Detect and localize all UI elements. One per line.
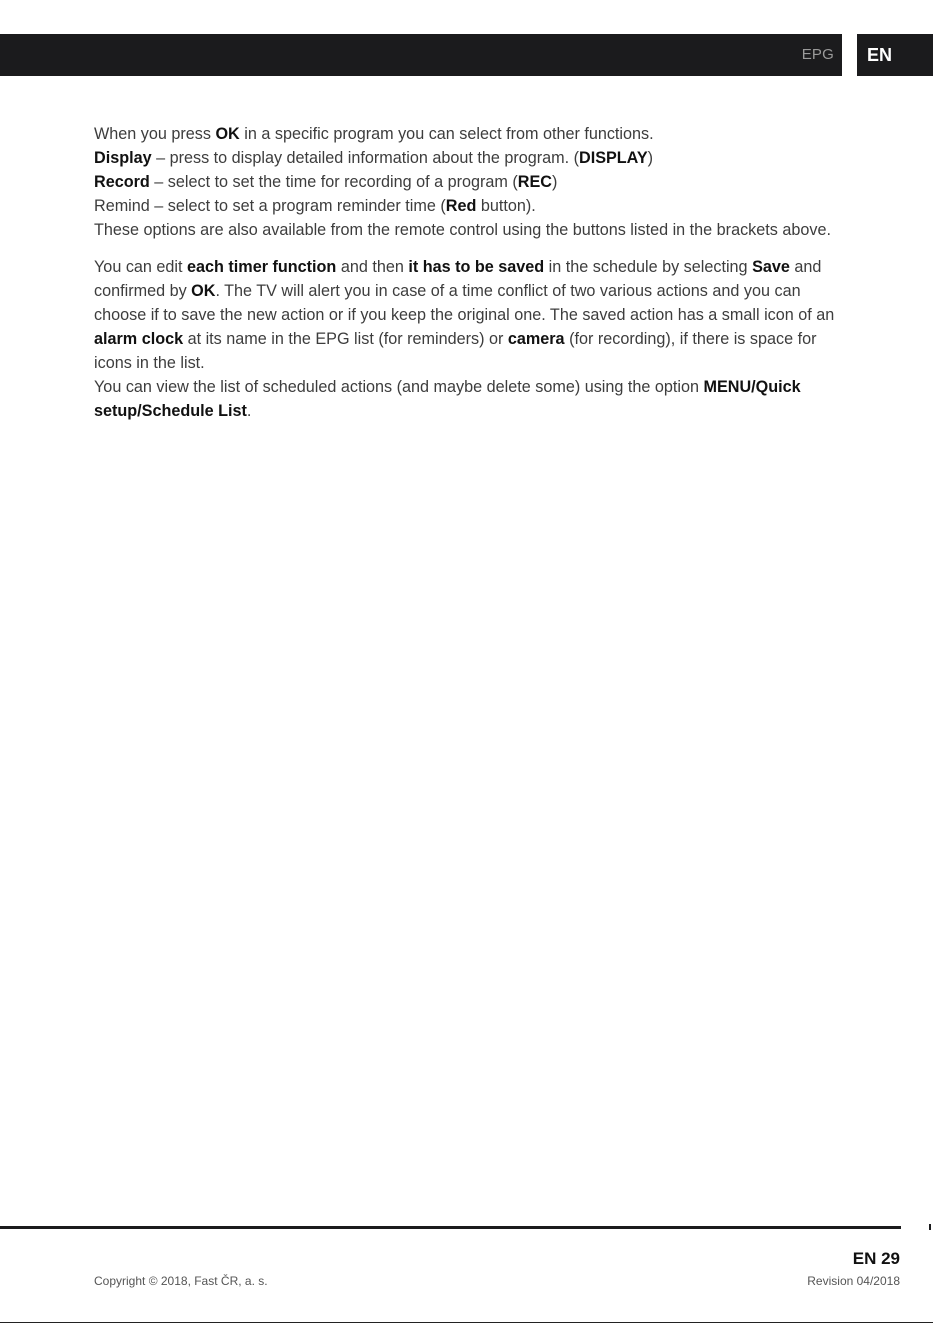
paragraph-timer-edit [94, 255, 844, 375]
bold-term: camera [507, 330, 565, 348]
bold-term: REC [517, 173, 552, 191]
bold-term: OK [215, 125, 240, 143]
text-run: You can view the list of scheduled actions (and maybe delete some) using the option [94, 378, 704, 396]
text-run: and confirmed by [94, 258, 822, 300]
bold-term: OK [191, 282, 216, 300]
text-run: You can edit [94, 258, 188, 276]
text-run: button). [476, 197, 536, 215]
bold-term: DISPLAY [579, 149, 648, 167]
bold-term: it has to be saved [408, 258, 545, 276]
page-bottom-line [0, 1322, 933, 1323]
paragraph-options-note [94, 218, 844, 242]
text-run: in a specific program you can select from other functions. [239, 125, 654, 143]
text-run: ) [551, 173, 558, 191]
text-run: in the schedule by selecting [544, 258, 753, 276]
text-run: These options are also available from the remote control using the buttons listed in the brackets above. [94, 221, 831, 239]
text-run: When you press [94, 125, 216, 143]
text-run: at its name in the EPG list (for reminders) or [183, 330, 508, 348]
text-run: (for recording), if there is space for icons in the list. [94, 330, 817, 372]
text-run: Remind – select to set a program reminder time ( [94, 197, 446, 215]
paragraph-display [94, 146, 844, 170]
header-bar [0, 34, 842, 76]
paragraph-remind [94, 194, 844, 218]
menu-path: MENU/Quick setup/Schedule List [94, 378, 801, 420]
language-badge: EN [857, 34, 933, 76]
bold-term: Display [94, 149, 152, 167]
main-content [94, 122, 844, 423]
page-number: EN 29 [852, 1249, 900, 1268]
bold-term: alarm clock [94, 330, 184, 348]
text-run: . [246, 402, 252, 420]
text-run: . The TV will alert you in case of a time conflict of two various actions and you can choose if to save the new action or if you keep the original one. The saved action has a small icon of an [94, 282, 835, 324]
section-title: EPG [801, 46, 834, 63]
text-run: ) [647, 149, 654, 167]
paragraph-ok-intro [94, 122, 844, 146]
revision-label: Revision 04/2018 [807, 1274, 900, 1288]
paragraph-schedule-list [94, 375, 844, 423]
bold-term: Red [445, 197, 477, 215]
footer-divider [0, 1226, 901, 1229]
bold-term: each timer function [187, 258, 337, 276]
bold-term: Save [752, 258, 790, 276]
copyright-notice: Copyright © 2018, Fast ČR, a. s. [94, 1274, 268, 1288]
text-run: and then [336, 258, 409, 276]
text-run: – press to display detailed information about the program. ( [151, 149, 579, 167]
paragraph-record [94, 170, 844, 194]
bold-term: Record [94, 173, 150, 191]
divider-end-mark [929, 1224, 931, 1230]
text-run: – select to set the time for recording of a program ( [149, 173, 518, 191]
